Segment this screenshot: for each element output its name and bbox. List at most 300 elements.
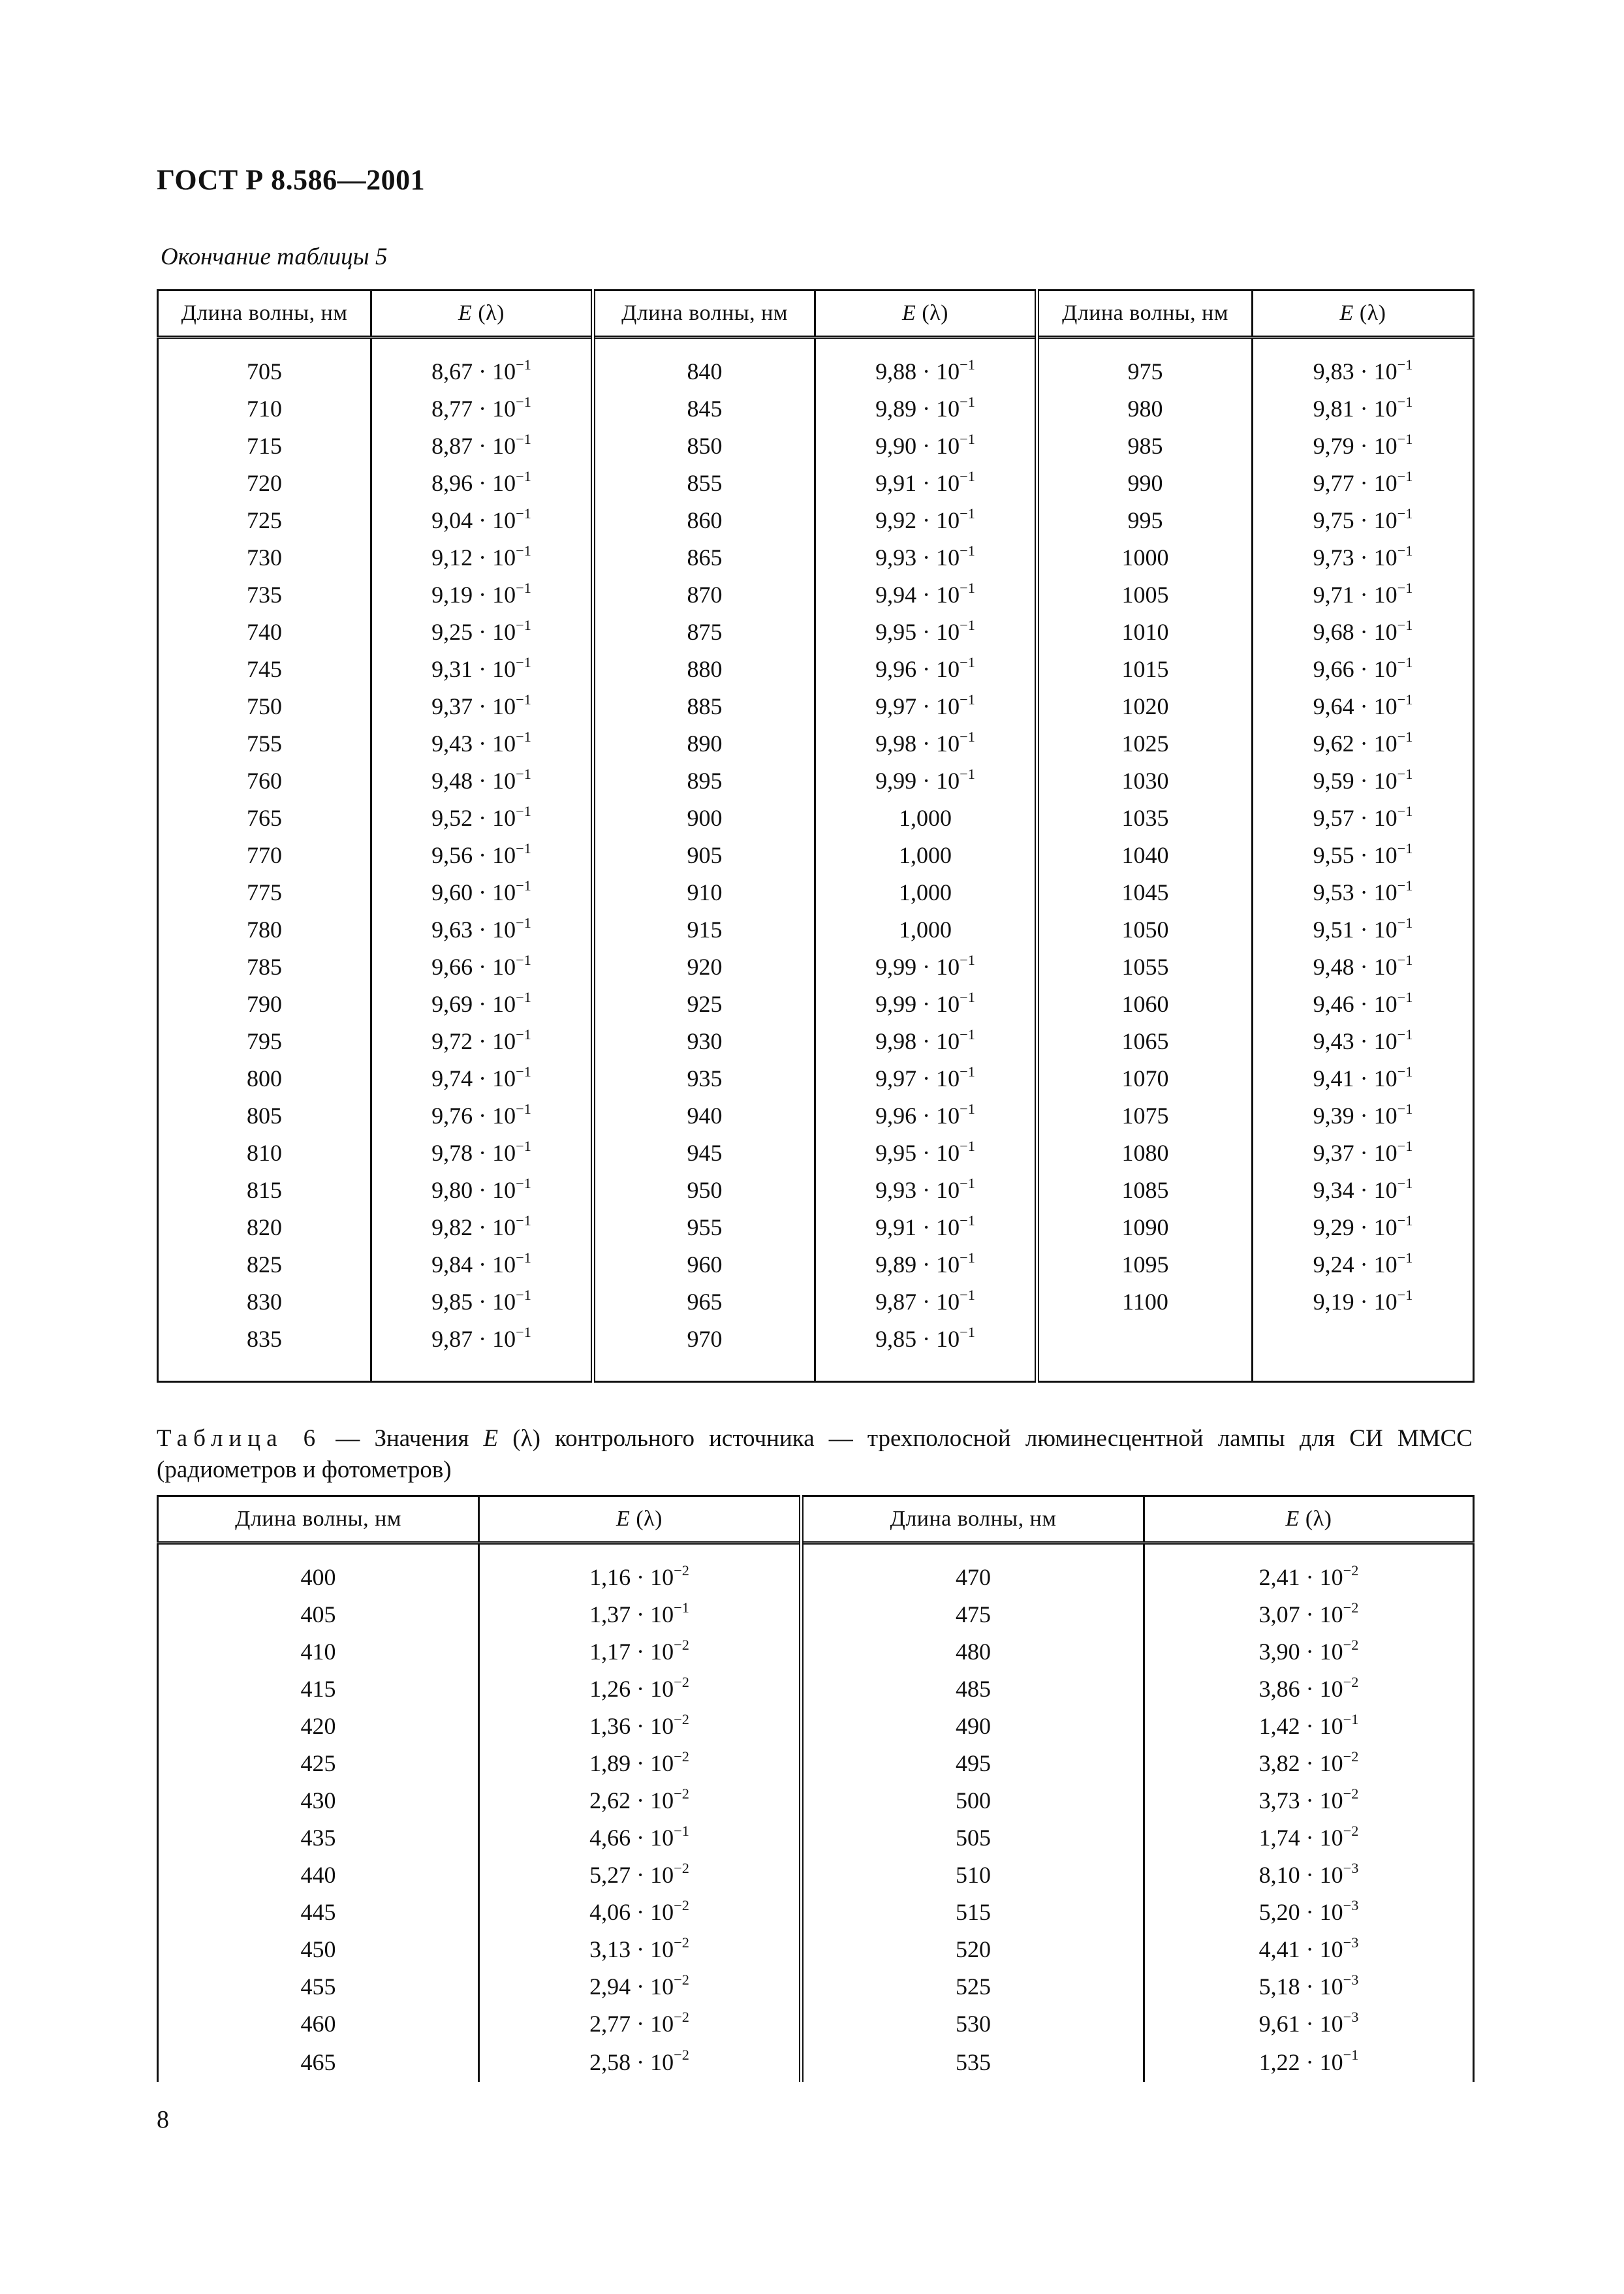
e-value-base: 10: [1373, 693, 1398, 719]
e-value-mantissa: 9,80: [431, 1177, 473, 1203]
e-value-cell: $9,87 \cdot 10^{-1}$: [815, 1283, 1037, 1321]
e-value-cell: $9,19 \cdot 10^{-1}$: [1253, 1283, 1474, 1321]
e-value-cell: $9,73 \cdot 10^{-1}$: [1253, 539, 1474, 576]
wavelength-cell: 810: [247, 1140, 282, 1166]
wavelength-cell: 420: [300, 1713, 336, 1739]
e-value-base: 10: [492, 433, 516, 459]
e-value-cell: $9,72 \cdot 10^{-1}$: [371, 1023, 593, 1060]
e-value-base: 10: [1373, 1177, 1398, 1203]
e-value-mantissa: 2,77: [589, 2011, 631, 2037]
wavelength-cell: 885: [593, 688, 815, 725]
t6-col-e-2: E (λ): [1144, 1496, 1474, 1543]
wavelength-cell: 1050: [1037, 911, 1253, 949]
e-value-exponent: −1: [960, 1323, 975, 1340]
e-value-exponent: −1: [960, 691, 975, 708]
table-row: [158, 1633, 1474, 1671]
e-value-base: 10: [936, 1028, 960, 1054]
e-value-exponent: −1: [960, 1286, 975, 1303]
e-value-base: 10: [492, 1177, 516, 1203]
table-row: [158, 1283, 1474, 1321]
e-value-cell: $4,41 \cdot 10^{-3}$: [1144, 1931, 1474, 1968]
table-row: [158, 2043, 1474, 2082]
e-value-mantissa: 9,96: [875, 656, 917, 682]
e-value-mantissa: 3,07: [1258, 1601, 1300, 1627]
e-value-cell: $5,20 \cdot 10^{-3}$: [1144, 1894, 1474, 1931]
e-value-mantissa: 9,82: [431, 1214, 473, 1240]
e-value-base: 10: [936, 656, 960, 682]
e-value-mantissa: 9,29: [1313, 1214, 1354, 1240]
e-value-exponent: −1: [960, 1026, 975, 1043]
wavelength-cell: 965: [593, 1283, 815, 1321]
e-value-base: 10: [936, 1251, 960, 1278]
e-value-mantissa: 5,27: [589, 1862, 631, 1888]
e-value-mantissa: 9,59: [1313, 768, 1354, 794]
e-value-mantissa: 9,69: [431, 991, 473, 1017]
e-value-base: 10: [492, 693, 516, 719]
e-value-exponent: −1: [516, 467, 531, 484]
e-value-exponent: −1: [516, 951, 531, 968]
e-value-base: 10: [936, 396, 960, 422]
e-value-cell: $9,93 \cdot 10^{-1}$: [815, 539, 1037, 576]
e-value-base: 10: [1373, 768, 1398, 794]
e-value-base: 10: [936, 358, 960, 385]
e-value-base: 10: [650, 1787, 674, 1814]
e-value-mantissa: 9,76: [431, 1103, 473, 1129]
e-value-base: 10: [492, 1103, 516, 1129]
e-value-cell: $9,60 \cdot 10^{-1}$: [371, 874, 593, 911]
e-value-cell: $8,67 \cdot 10^{-1}$: [371, 338, 593, 391]
e-value-cell: $9,12 \cdot 10^{-1}$: [371, 539, 593, 576]
e-value-exponent: −2: [674, 1934, 689, 1951]
e-value-base: 10: [936, 768, 960, 794]
e-value-exponent: −2: [1343, 1785, 1359, 1802]
wavelength-cell: 705: [247, 358, 282, 385]
table-row: [158, 725, 1474, 762]
e-value-exponent: −1: [516, 914, 531, 931]
wavelength-cell: 815: [247, 1177, 282, 1203]
e-value-exponent: −3: [1343, 1934, 1359, 1951]
wavelength-cell: 1020: [1037, 688, 1253, 725]
wavelength-cell: 715: [247, 433, 282, 459]
e-value-cell: $9,61 \cdot 10^{-3}$: [1144, 2005, 1474, 2043]
e-value-base: 10: [1373, 656, 1398, 682]
wavelength-cell: 1000: [1037, 539, 1253, 576]
e-value-exponent: −1: [960, 765, 975, 782]
wavelength-cell: 940: [593, 1097, 815, 1135]
e-value-base: 10: [1319, 1787, 1343, 1814]
e-value-base: 10: [1373, 991, 1398, 1017]
table-row: [158, 1708, 1474, 1745]
e-value-mantissa: 9,91: [875, 470, 917, 496]
e-value-base: 10: [1373, 470, 1398, 496]
e-value-mantissa: 9,85: [875, 1326, 917, 1352]
e-value-cell: $9,82 \cdot 10^{-1}$: [371, 1209, 593, 1246]
e-value-mantissa: 9,48: [431, 768, 473, 794]
e-value-cell: $9,88 \cdot 10^{-1}$: [815, 338, 1037, 391]
e-value-exponent: −1: [1397, 653, 1413, 670]
e-value-cell: $9,48 \cdot 10^{-1}$: [371, 762, 593, 800]
wavelength-cell: 795: [247, 1028, 282, 1054]
e-value-mantissa: 3,86: [1258, 1676, 1300, 1702]
wavelength-cell: 830: [247, 1289, 282, 1315]
table6-caption-e: E: [483, 1425, 499, 1452]
e-value-base: 10: [492, 582, 516, 608]
wavelength-cell: 765: [247, 805, 282, 831]
e-value-exponent: −1: [960, 542, 975, 559]
e-value-exponent: −1: [516, 1212, 531, 1229]
e-value-exponent: −1: [960, 1212, 975, 1229]
e-value-base: 10: [936, 544, 960, 571]
e-value-exponent: −1: [516, 1323, 531, 1340]
e-value-mantissa: 9,39: [1313, 1103, 1354, 1129]
e-value-base: 10: [492, 1251, 516, 1278]
e-value-mantissa: 9,96: [875, 1103, 917, 1129]
wavelength-cell: 1085: [1037, 1172, 1253, 1209]
e-value-exponent: −1: [1397, 1100, 1413, 1117]
e-value-exponent: −1: [516, 691, 531, 708]
e-value-cell: $4,66 \cdot 10^{-1}$: [479, 1819, 802, 1857]
e-value-base: 10: [650, 1750, 674, 1776]
wavelength-cell: 755: [247, 731, 282, 757]
wavelength-cell: 505: [802, 1819, 1144, 1857]
wavelength-cell: 805: [247, 1103, 282, 1129]
e-value-base: 10: [936, 1065, 960, 1092]
e-value-mantissa: 9,12: [431, 544, 473, 571]
filler-cell: [1253, 1358, 1474, 1382]
e-value-exponent: −3: [1343, 1971, 1359, 1988]
wavelength-cell: 410: [300, 1639, 336, 1665]
e-value-exponent: −1: [516, 542, 531, 559]
table-row: [158, 1745, 1474, 1782]
t6-col-wavelength-1: Длина волны, нм: [158, 1496, 479, 1543]
e-value-base: 10: [936, 470, 960, 496]
table-row: [158, 1894, 1474, 1931]
e-value-mantissa: 9,56: [431, 842, 473, 868]
e-value-mantissa: 9,93: [875, 1177, 917, 1203]
wavelength-cell: 720: [247, 470, 282, 496]
e-value-cell: $1,89 \cdot 10^{-2}$: [479, 1745, 802, 1782]
wavelength-cell: 740: [247, 619, 282, 645]
e-value-exponent: −1: [516, 1100, 531, 1117]
e-value-cell: $3,90 \cdot 10^{-2}$: [1144, 1633, 1474, 1671]
e-value-cell: $9,57 \cdot 10^{-1}$: [1253, 800, 1474, 837]
e-value-mantissa: 9,83: [1313, 358, 1354, 385]
wavelength-cell: 525: [802, 1968, 1144, 2005]
e-value-exponent: −2: [674, 1896, 689, 1913]
e-value-exponent: −3: [1343, 2008, 1359, 2025]
e-value-cell: $3,07 \cdot 10^{-2}$: [1144, 1596, 1474, 1633]
e-value-mantissa: 1,36: [589, 1713, 631, 1739]
filler-cell: [1037, 1358, 1253, 1382]
wavelength-cell: 880: [593, 651, 815, 688]
wavelength-cell: 745: [247, 656, 282, 682]
e-value-exponent: −2: [674, 2047, 689, 2064]
wavelength-cell: 980: [1037, 390, 1253, 428]
wavelength-cell: 875: [593, 614, 815, 651]
e-value-exponent: −1: [1397, 505, 1413, 522]
e-value-cell: $3,73 \cdot 10^{-2}$: [1144, 1782, 1474, 1819]
e-value-base: 10: [936, 507, 960, 533]
e-value-exponent: −1: [1397, 1174, 1413, 1191]
e-value-mantissa: 9,48: [1313, 954, 1354, 980]
wavelength-cell: 945: [593, 1135, 815, 1172]
table-row: [158, 576, 1474, 614]
e-value-cell: $9,85 \cdot 10^{-1}$: [371, 1283, 593, 1321]
e-value-base: 10: [1373, 731, 1398, 757]
e-value-base: 10: [1319, 1862, 1343, 1888]
table-row: [158, 428, 1474, 465]
e-value-base: 10: [936, 582, 960, 608]
table-row: [158, 837, 1474, 874]
e-value-base: 10: [1373, 433, 1398, 459]
e-value-base: 10: [1373, 805, 1398, 831]
e-value-exponent: −1: [1397, 691, 1413, 708]
e-value-exponent: −1: [516, 1174, 531, 1191]
wavelength-cell: 995: [1037, 502, 1253, 539]
wavelength-cell: 985: [1037, 428, 1253, 465]
e-value-cell: $9,71 \cdot 10^{-1}$: [1253, 576, 1474, 614]
e-value-cell: $9,94 \cdot 10^{-1}$: [815, 576, 1037, 614]
e-value-mantissa: 3,73: [1258, 1787, 1300, 1814]
e-value-cell: $9,93 \cdot 10^{-1}$: [815, 1172, 1037, 1209]
e-value-mantissa: 8,67: [431, 358, 473, 385]
e-value-cell: $9,25 \cdot 10^{-1}$: [371, 614, 593, 651]
e-value-cell: $1,74 \cdot 10^{-2}$: [1144, 1819, 1474, 1857]
e-value-mantissa: 1,000: [899, 842, 952, 868]
e-value-cell: $2,41 \cdot 10^{-2}$: [1144, 1543, 1474, 1597]
wavelength-cell: 855: [593, 465, 815, 502]
e-value-base: 10: [1373, 1140, 1398, 1166]
e-value-mantissa: 9,94: [875, 582, 917, 608]
wavelength-cell: 450: [300, 1936, 336, 1962]
e-value-base: 10: [492, 1214, 516, 1240]
wavelength-cell: 760: [247, 768, 282, 794]
e-value-exponent: −1: [516, 616, 531, 633]
wavelength-cell: 790: [247, 991, 282, 1017]
e-value-exponent: −1: [1397, 765, 1413, 782]
e-value-base: 10: [1319, 1713, 1343, 1739]
e-value-mantissa: 2,58: [589, 2049, 631, 2075]
e-value-mantissa: 9,43: [1313, 1028, 1354, 1054]
e-value-exponent: −3: [1343, 1859, 1359, 1876]
e-value-mantissa: 9,92: [875, 507, 917, 533]
e-value-exponent: −1: [960, 1174, 975, 1191]
wavelength-cell: 905: [593, 837, 815, 874]
e-value-mantissa: 1,17: [589, 1639, 631, 1665]
e-value-mantissa: 9,98: [875, 731, 917, 757]
e-value-mantissa: 2,41: [1258, 1564, 1300, 1590]
e-value-mantissa: 9,87: [875, 1289, 917, 1315]
wavelength-cell: 445: [300, 1899, 336, 1925]
e-value-mantissa: 2,94: [589, 1973, 631, 2000]
wavelength-cell: 405: [300, 1601, 336, 1627]
wavelength-cell: 895: [593, 762, 815, 800]
e-value-base: 10: [650, 1601, 674, 1627]
table-row: [158, 539, 1474, 576]
e-value-cell: $3,86 \cdot 10^{-2}$: [1144, 1671, 1474, 1708]
table-row: [158, 2005, 1474, 2043]
e-value-mantissa: 9,84: [431, 1251, 473, 1278]
e-value-base: 10: [650, 1713, 674, 1739]
e-value-mantissa: 1,22: [1258, 2049, 1300, 2075]
e-value-base: 10: [1373, 1289, 1398, 1315]
wavelength-cell: 800: [247, 1065, 282, 1092]
e-value-cell: $9,74 \cdot 10^{-1}$: [371, 1060, 593, 1097]
e-value-base: 10: [1373, 1065, 1398, 1092]
e-value-mantissa: 9,64: [1313, 693, 1354, 719]
e-value-cell: $9,84 \cdot 10^{-1}$: [371, 1246, 593, 1283]
table-row: [158, 1060, 1474, 1097]
e-value-mantissa: 9,19: [1313, 1289, 1354, 1315]
e-value-exponent: −1: [960, 988, 975, 1005]
t5-col-e-1: E (λ): [371, 291, 593, 338]
wavelength-cell: [1037, 1321, 1253, 1358]
table-filler-row: [158, 1358, 1474, 1382]
wavelength-cell: 890: [593, 725, 815, 762]
e-value-exponent: −1: [1397, 393, 1413, 410]
e-value-mantissa: 9,66: [1313, 656, 1354, 682]
e-value-base: 10: [936, 731, 960, 757]
wavelength-cell: 490: [802, 1708, 1144, 1745]
e-value-mantissa: 9,97: [875, 1065, 917, 1092]
filler-cell: [371, 1358, 593, 1382]
e-value-cell: $9,77 \cdot 10^{-1}$: [1253, 465, 1474, 502]
wavelength-cell: 475: [802, 1596, 1144, 1633]
e-value-cell: $9,41 \cdot 10^{-1}$: [1253, 1060, 1474, 1097]
e-value-base: 10: [1373, 619, 1398, 645]
e-value-exponent: −1: [1397, 356, 1413, 373]
e-value-exponent: −1: [1343, 1710, 1359, 1727]
wavelength-cell: 870: [593, 576, 815, 614]
e-value-base: 10: [936, 1177, 960, 1203]
e-value-mantissa: 9,19: [431, 582, 473, 608]
e-value-cell: $1,26 \cdot 10^{-2}$: [479, 1671, 802, 1708]
e-value-exponent: −1: [1397, 1212, 1413, 1229]
e-value-cell: $9,29 \cdot 10^{-1}$: [1253, 1209, 1474, 1246]
e-value-mantissa: 9,81: [1313, 396, 1354, 422]
e-value-mantissa: 3,82: [1258, 1750, 1300, 1776]
e-value-cell: $9,68 \cdot 10^{-1}$: [1253, 614, 1474, 651]
e-value-exponent: −1: [516, 728, 531, 745]
e-value-exponent: −1: [1343, 2047, 1359, 2064]
e-value-exponent: −1: [1397, 914, 1413, 931]
wavelength-cell: 480: [802, 1633, 1144, 1671]
e-value-mantissa: 9,71: [1313, 582, 1354, 608]
table-row: [158, 1968, 1474, 2005]
e-value-base: 10: [1319, 1564, 1343, 1590]
e-value-base: 10: [650, 2011, 674, 2037]
table-row: [158, 1097, 1474, 1135]
wavelength-cell: 950: [593, 1172, 815, 1209]
e-value-base: 10: [1373, 1028, 1398, 1054]
e-value-cell: [815, 800, 1037, 837]
wavelength-cell: 415: [300, 1676, 336, 1702]
e-value-mantissa: 1,000: [899, 805, 952, 831]
e-value-base: 10: [492, 507, 516, 533]
table6-caption-text: — Значения: [321, 1425, 484, 1452]
e-value-cell: $9,78 \cdot 10^{-1}$: [371, 1135, 593, 1172]
e-value-cell: $9,95 \cdot 10^{-1}$: [815, 1135, 1037, 1172]
filler-cell: [158, 1358, 371, 1382]
e-value-exponent: −1: [516, 653, 531, 670]
e-value-base: 10: [1373, 1103, 1398, 1129]
wavelength-cell: 825: [247, 1251, 282, 1278]
table-row: [158, 502, 1474, 539]
e-value-base: 10: [1319, 1601, 1343, 1627]
e-value-mantissa: 9,53: [1313, 879, 1354, 905]
wavelength-cell: 730: [247, 544, 282, 571]
e-value-base: 10: [650, 1936, 674, 1962]
wavelength-cell: 535: [802, 2043, 1144, 2082]
wavelength-cell: 495: [802, 1745, 1144, 1782]
e-value-cell: $9,53 \cdot 10^{-1}$: [1253, 874, 1474, 911]
e-value-mantissa: 2,62: [589, 1787, 631, 1814]
e-value-cell: $9,97 \cdot 10^{-1}$: [815, 688, 1037, 725]
table-row: [158, 1671, 1474, 1708]
e-value-mantissa: 3,90: [1258, 1639, 1300, 1665]
e-value-exponent: −1: [960, 505, 975, 522]
e-value-cell: $9,66 \cdot 10^{-1}$: [371, 949, 593, 986]
e-value-exponent: −1: [516, 988, 531, 1005]
e-value-base: 10: [650, 1899, 674, 1925]
table-row: [158, 1172, 1474, 1209]
t6-col-e-1: E (λ): [479, 1496, 802, 1543]
table-row: [158, 949, 1474, 986]
e-value-exponent: −2: [1343, 1748, 1359, 1765]
e-value-mantissa: 9,95: [875, 619, 917, 645]
e-value-cell: $9,52 \cdot 10^{-1}$: [371, 800, 593, 837]
table-row: [158, 800, 1474, 837]
e-value-mantissa: 9,79: [1313, 433, 1354, 459]
e-value-exponent: −1: [960, 393, 975, 410]
e-value-cell: $1,17 \cdot 10^{-2}$: [479, 1633, 802, 1671]
table-row: [158, 390, 1474, 428]
wavelength-cell: 1090: [1037, 1209, 1253, 1246]
e-value-base: 10: [936, 433, 960, 459]
e-value-exponent: −1: [960, 1063, 975, 1080]
e-value-mantissa: 4,66: [589, 1825, 631, 1851]
table5-header-row: [158, 291, 1474, 338]
wavelength-cell: 510: [802, 1857, 1144, 1894]
e-value-base: 10: [1373, 1214, 1398, 1240]
e-value-cell: [815, 911, 1037, 949]
e-value-cell: $9,96 \cdot 10^{-1}$: [815, 1097, 1037, 1135]
table-row: [158, 1931, 1474, 1968]
e-value-mantissa: 9,87: [431, 1326, 473, 1352]
e-value-mantissa: 4,06: [589, 1899, 631, 1925]
t6-col-wavelength-2: Длина волны, нм: [802, 1496, 1144, 1543]
table-row: [158, 1246, 1474, 1283]
e-value-mantissa: 9,52: [431, 805, 473, 831]
e-value-cell: $9,89 \cdot 10^{-1}$: [815, 1246, 1037, 1283]
table-row: [158, 911, 1474, 949]
e-value-exponent: −1: [516, 765, 531, 782]
e-value-exponent: −1: [516, 430, 531, 447]
e-value-base: 10: [492, 544, 516, 571]
e-value-base: 10: [492, 619, 516, 645]
e-value-cell: $9,37 \cdot 10^{-1}$: [1253, 1135, 1474, 1172]
wavelength-cell: 785: [247, 954, 282, 980]
e-value-cell: $9,62 \cdot 10^{-1}$: [1253, 725, 1474, 762]
e-value-cell: $9,66 \cdot 10^{-1}$: [1253, 651, 1474, 688]
e-value-base: 10: [492, 879, 516, 905]
t5-col-wavelength-2: Длина волны, нм: [593, 291, 815, 338]
e-value-mantissa: 9,91: [875, 1214, 917, 1240]
e-value-base: 10: [1319, 1676, 1343, 1702]
e-value-cell: $2,58 \cdot 10^{-2}$: [479, 2043, 802, 2082]
e-value-cell: $9,31 \cdot 10^{-1}$: [371, 651, 593, 688]
e-value-exponent: −2: [674, 1636, 689, 1653]
